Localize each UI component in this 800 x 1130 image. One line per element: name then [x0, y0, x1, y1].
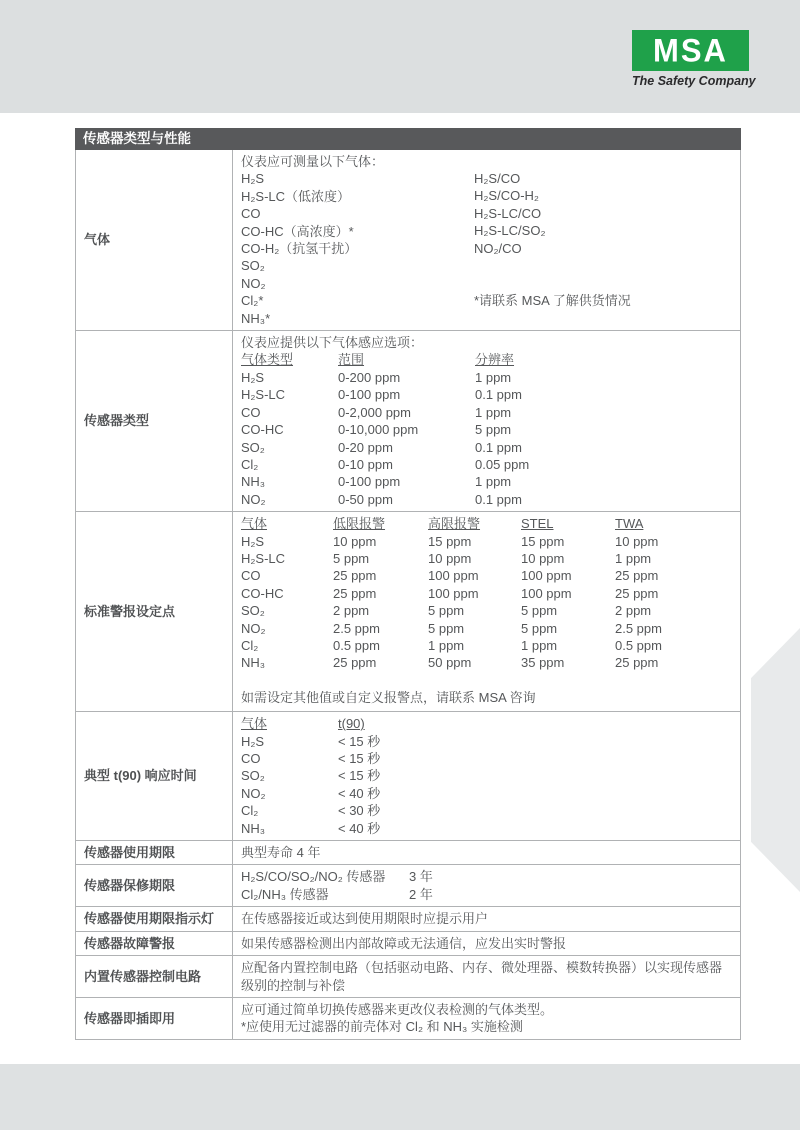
cell-t90: < 40 秒 — [338, 785, 381, 801]
cell-gas: Cl₂ — [241, 637, 259, 653]
alarm-header-row — [241, 515, 732, 532]
cell-gas: CO — [241, 404, 261, 420]
row-eol-label: 传感器使用期限指示灯 — [84, 911, 215, 927]
cell-range: 0-100 ppm — [338, 474, 401, 490]
gas-item: SO₂ — [241, 258, 265, 274]
gas-combo-item: H₂S-LC/CO — [474, 205, 542, 221]
sensor-type-header-row — [241, 351, 732, 368]
row-sensor-life-content — [233, 841, 740, 864]
row-t90-label-cell — [76, 712, 233, 840]
cell-gas: H₂S — [241, 369, 265, 385]
cell-twa: 10 ppm — [615, 533, 659, 549]
cell-twa: 2.5 ppm — [615, 620, 662, 636]
plug-value: 应可通过简单切换传感器来更改仪表检测的气体类型。 — [241, 1002, 554, 1017]
row-sensor-life — [76, 840, 740, 864]
alarm-row — [241, 550, 732, 567]
cell-high: 15 ppm — [428, 533, 472, 549]
cell-range: 0-2,000 ppm — [338, 404, 411, 420]
col-header: 气体 — [241, 716, 268, 732]
cell-high: 5 ppm — [428, 603, 465, 619]
table-title: 传感器类型与性能 — [83, 131, 191, 147]
alarm-row — [241, 654, 732, 671]
cell-low: 2 ppm — [333, 603, 370, 619]
cell-gas: NO₂ — [241, 620, 266, 636]
col-header: 低限报警 — [333, 516, 386, 532]
gas-item: H₂S-LC（低浓度） — [241, 188, 351, 204]
sensor-type-row — [241, 473, 732, 490]
row-sensor-type-label: 传感器类型 — [84, 413, 150, 429]
gas-combo-list — [474, 170, 631, 309]
cell-twa: 0.5 ppm — [615, 637, 662, 653]
cell-range: 0-200 ppm — [338, 369, 401, 385]
cell-gas: NH₃ — [241, 655, 266, 671]
t90-row — [241, 785, 732, 802]
cell-range: 0-100 ppm — [338, 387, 401, 403]
row-warranty — [76, 864, 740, 906]
warranty-sensors: H₂S/CO/SO₂/NO₂ 传感器 — [241, 869, 386, 885]
cell-twa: 1 ppm — [615, 550, 652, 566]
row-gases-content — [233, 150, 740, 330]
alarm-row — [241, 533, 732, 550]
gases-footnote: *请联系 MSA 了解供货情况 — [474, 293, 631, 309]
col-header: TWA — [615, 516, 644, 532]
cell-stel: 35 ppm — [521, 655, 565, 671]
col-header: 范围 — [338, 352, 365, 368]
cell-t90: < 30 秒 — [338, 803, 381, 819]
row-fault-content — [233, 932, 740, 955]
row-warranty-content — [233, 865, 740, 906]
row-alarm-label: 标准警报设定点 — [84, 603, 176, 619]
eol-value: 在传感器接近或达到使用期限时应提示用户 — [241, 911, 489, 927]
cell-resolution: 5 ppm — [475, 422, 512, 438]
warranty-sensors: Cl₂/NH₃ 传感器 — [241, 886, 329, 902]
row-gases-label-cell — [76, 150, 233, 330]
cell-low: 25 ppm — [333, 585, 377, 601]
row-fault-label-cell — [76, 932, 233, 955]
cell-low: 0.5 ppm — [333, 637, 380, 653]
cell-stel: 1 ppm — [521, 637, 558, 653]
warranty-row — [241, 868, 732, 885]
row-sensor-life-label: 传感器使用期限 — [84, 844, 176, 860]
sensor-type-row — [241, 369, 732, 386]
cell-gas: H₂S — [241, 733, 265, 749]
row-warranty-label: 传感器保修期限 — [84, 878, 176, 894]
warranty-years: 3 年 — [409, 869, 433, 885]
t90-row — [241, 767, 732, 784]
spec-table — [75, 128, 741, 1040]
col-header: STEL — [521, 516, 554, 532]
t90-row — [241, 802, 732, 819]
row-control-circuit — [76, 955, 740, 997]
cell-stel: 100 ppm — [521, 568, 572, 584]
row-eol-content — [233, 907, 740, 930]
alarm-row — [241, 567, 732, 584]
cell-gas: NO₂ — [241, 491, 266, 507]
row-warranty-label-cell — [76, 865, 233, 906]
cell-stel: 5 ppm — [521, 603, 558, 619]
cell-resolution: 0.05 ppm — [475, 456, 530, 472]
sensor-type-row — [241, 404, 732, 421]
gas-combo-item: NO₂/CO — [474, 240, 522, 256]
sensor-type-intro: 仪表应提供以下气体感应选项： — [241, 335, 424, 351]
row-alarm-content — [233, 512, 740, 711]
cell-gas: NH₃ — [241, 474, 266, 490]
cell-resolution: 1 ppm — [475, 474, 512, 490]
sensor-type-row — [241, 491, 732, 508]
row-plug-label: 传感器即插即用 — [84, 1010, 176, 1026]
cell-high: 100 ppm — [428, 585, 479, 601]
cell-range: 0-10 ppm — [338, 456, 393, 472]
cell-high: 10 ppm — [428, 550, 472, 566]
cell-gas: Cl₂ — [241, 803, 259, 819]
cell-gas: NO₂ — [241, 785, 266, 801]
row-t90 — [76, 711, 740, 840]
row-gases-label: 气体 — [84, 232, 111, 248]
plug-footnote: *应使用无过滤器的前壳体对 Cl₂ 和 NH₃ 实施检测 — [241, 1019, 523, 1035]
row-fault-label: 传感器故障警报 — [84, 935, 176, 951]
gas-item: CO — [241, 206, 261, 222]
warranty-row — [241, 886, 732, 903]
msa-logo-box — [632, 30, 749, 71]
sensor-life-value: 典型寿命 4 年 — [241, 844, 321, 860]
row-eol-label-cell — [76, 907, 233, 930]
gas-item: NO₂ — [241, 275, 266, 291]
table-body — [75, 150, 741, 1040]
circuit-value: 应配备内置控制电路（包括驱动电路、内存、微处理器、模数转换器）以实现传感器级别的控制与补偿 — [241, 960, 723, 993]
sensor-type-row — [241, 456, 732, 473]
bottom-band — [0, 1064, 800, 1130]
row-sensor-life-label-cell — [76, 841, 233, 864]
cell-twa: 25 ppm — [615, 585, 659, 601]
alarm-row — [241, 620, 732, 637]
t90-row — [241, 750, 732, 767]
col-header: 气体 — [241, 516, 268, 532]
row-eol-indicator — [76, 906, 740, 930]
row-plug-content — [233, 998, 740, 1039]
cell-range: 0-10,000 ppm — [338, 422, 419, 438]
gas-item: NH₃* — [241, 310, 271, 326]
gas-item: Cl₂* — [241, 293, 264, 309]
decorative-chevron — [751, 628, 800, 892]
cell-gas: SO₂ — [241, 603, 265, 619]
gas-combo-item: H₂S/CO — [474, 171, 521, 186]
alarm-row — [241, 637, 732, 654]
gas-item: CO-H₂（抗氢干扰） — [241, 241, 358, 257]
cell-resolution: 0.1 ppm — [475, 491, 522, 507]
col-header: t(90) — [338, 716, 365, 732]
row-fault-alarm — [76, 931, 740, 955]
gas-item: CO-HC（高浓度）* — [241, 223, 354, 239]
cell-low: 2.5 ppm — [333, 620, 380, 636]
row-t90-content — [233, 712, 740, 840]
cell-gas: H₂S — [241, 533, 265, 549]
msa-logo-tagline: The Safety Company — [632, 74, 756, 88]
cell-t90: < 15 秒 — [338, 733, 381, 749]
cell-gas: SO₂ — [241, 439, 265, 455]
msa-logo — [632, 30, 756, 88]
cell-gas: NH₃ — [241, 820, 266, 836]
col-header: 高限报警 — [428, 516, 481, 532]
cell-high: 100 ppm — [428, 568, 479, 584]
row-plug-label-cell — [76, 998, 233, 1039]
cell-range: 0-50 ppm — [338, 491, 393, 507]
cell-gas: Cl₂ — [241, 456, 259, 472]
cell-high: 5 ppm — [428, 620, 465, 636]
row-sensor-type — [76, 330, 740, 511]
gases-intro: 仪表应可测量以下气体： — [241, 154, 385, 169]
cell-high: 1 ppm — [428, 637, 465, 653]
sensor-type-row — [241, 421, 732, 438]
cell-stel: 5 ppm — [521, 620, 558, 636]
cell-gas: SO₂ — [241, 768, 265, 784]
col-header: 气体类型 — [241, 352, 294, 368]
row-circuit-label: 内置传感器控制电路 — [84, 968, 202, 984]
msa-logo-text: MSA — [653, 31, 728, 69]
cell-stel: 10 ppm — [521, 550, 565, 566]
row-alarm-setpoints — [76, 511, 740, 711]
cell-resolution: 0.1 ppm — [475, 439, 522, 455]
cell-t90: < 15 秒 — [338, 750, 381, 766]
cell-range: 0-20 ppm — [338, 439, 393, 455]
cell-resolution: 1 ppm — [475, 369, 512, 385]
alarm-row — [241, 585, 732, 602]
t90-row — [241, 820, 732, 837]
fault-value: 如果传感器检测出内部故障或无法通信，应发出实时警报 — [241, 935, 567, 951]
cell-gas: CO-HC — [241, 422, 284, 438]
row-circuit-label-cell — [76, 956, 233, 997]
cell-stel: 15 ppm — [521, 533, 565, 549]
gas-item: H₂S — [241, 171, 265, 187]
row-gases — [76, 150, 740, 330]
t90-row — [241, 733, 732, 750]
cell-gas: H₂S-LC — [241, 550, 286, 566]
cell-twa: 25 ppm — [615, 568, 659, 584]
cell-low: 25 ppm — [333, 568, 377, 584]
cell-gas: CO-HC — [241, 585, 284, 601]
cell-low: 5 ppm — [333, 550, 370, 566]
row-plug-play — [76, 997, 740, 1039]
alarm-note: 如需设定其他值或自定义报警点，请联系 MSA 咨询 — [241, 689, 536, 705]
cell-gas: H₂S-LC — [241, 387, 286, 403]
row-circuit-content — [233, 956, 740, 997]
gas-combo-item: H₂S-LC/SO₂ — [474, 223, 546, 239]
cell-t90: < 40 秒 — [338, 820, 381, 836]
alarm-row — [241, 602, 732, 619]
warranty-years: 2 年 — [409, 886, 433, 902]
t90-header-row — [241, 715, 732, 732]
cell-gas: CO — [241, 568, 261, 584]
cell-gas: CO — [241, 750, 261, 766]
cell-low: 10 ppm — [333, 533, 377, 549]
cell-resolution: 1 ppm — [475, 404, 512, 420]
gas-combo-item: H₂S/CO-H₂ — [474, 188, 539, 204]
row-t90-label: 典型 t(90) 响应时间 — [84, 768, 197, 784]
cell-twa: 2 ppm — [615, 603, 652, 619]
sensor-type-row — [241, 439, 732, 456]
col-header: 分辨率 — [475, 352, 515, 368]
cell-t90: < 15 秒 — [338, 768, 381, 784]
cell-low: 25 ppm — [333, 655, 377, 671]
row-sensor-type-label-cell — [76, 331, 233, 511]
cell-resolution: 0.1 ppm — [475, 387, 522, 403]
table-title-bar — [75, 128, 741, 150]
cell-high: 50 ppm — [428, 655, 472, 671]
row-alarm-label-cell — [76, 512, 233, 711]
sensor-type-row — [241, 386, 732, 403]
row-sensor-type-content — [233, 331, 740, 511]
cell-twa: 25 ppm — [615, 655, 659, 671]
cell-stel: 100 ppm — [521, 585, 572, 601]
